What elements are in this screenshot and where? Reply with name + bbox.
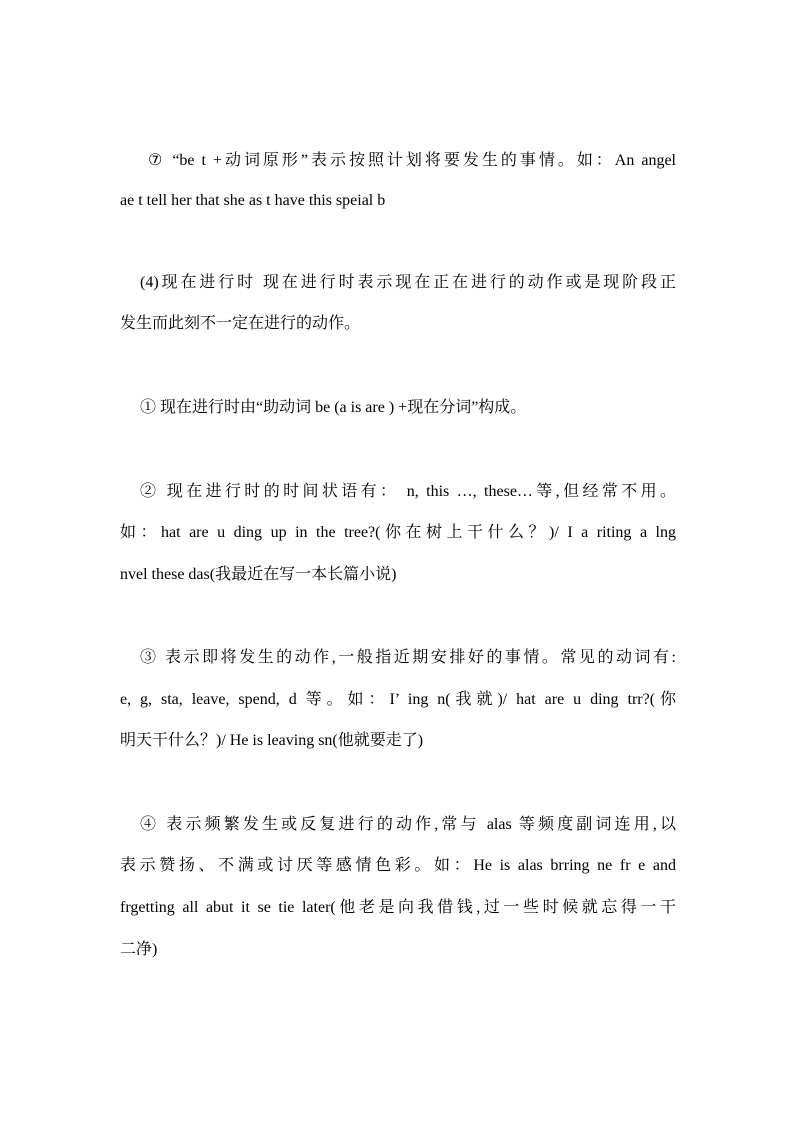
item-4-line-3: frgetting all abut it se tie later(他老是向我借钱,过一些时候就忘得一干 [120, 899, 676, 916]
item-2-line-3: nvel these das(我最近在写一本长篇小说) [120, 566, 397, 583]
item-3-line-2: e, g, sta, leave, spend, d 等。如：I’ ing n(我就)/ hat are u ding trr?(你 [120, 691, 676, 708]
section-heading-line-2: 发生而此刻不一定在进行的动作。 [120, 315, 361, 332]
item-1-line-1: ① 现在进行时由“助动词 be (a is are ) +现在分词”构成。 [140, 399, 527, 416]
paragraph-7-line-2: ae t tell her that she as t have this speial b [120, 192, 386, 209]
item-3-line-1: ③ 表示即将发生的动作,一般指近期安排好的事情。常见的动词有: [140, 649, 676, 666]
item-2-line-2: 如：hat are u ding up in the tree?(你在树上干什么？)/ I a riting a lng [120, 524, 676, 541]
paragraph-7-line-1: ⑦ “be t +动词原形”表示按照计划将要发生的事情。如：An angel [148, 152, 676, 169]
item-4-line-2: 表示赞扬、不满或讨厌等感情色彩。如：He is alas brring ne fr e and [120, 857, 676, 874]
section-heading-line-1: (4)现在进行时 现在进行时表示现在正在进行的动作或是现阶段正 [140, 274, 676, 291]
item-4-line-4: 二净) [120, 941, 158, 958]
item-4-line-1: ④ 表示频繁发生或反复进行的动作,常与 alas 等频度副词连用,以 [140, 816, 676, 833]
item-2-line-1: ② 现在进行时的时间状语有： n, this …, these…等,但经常不用。 [140, 483, 676, 500]
item-3-line-3: 明天干什么？)/ He is leaving sn(他就要走了) [120, 732, 424, 749]
